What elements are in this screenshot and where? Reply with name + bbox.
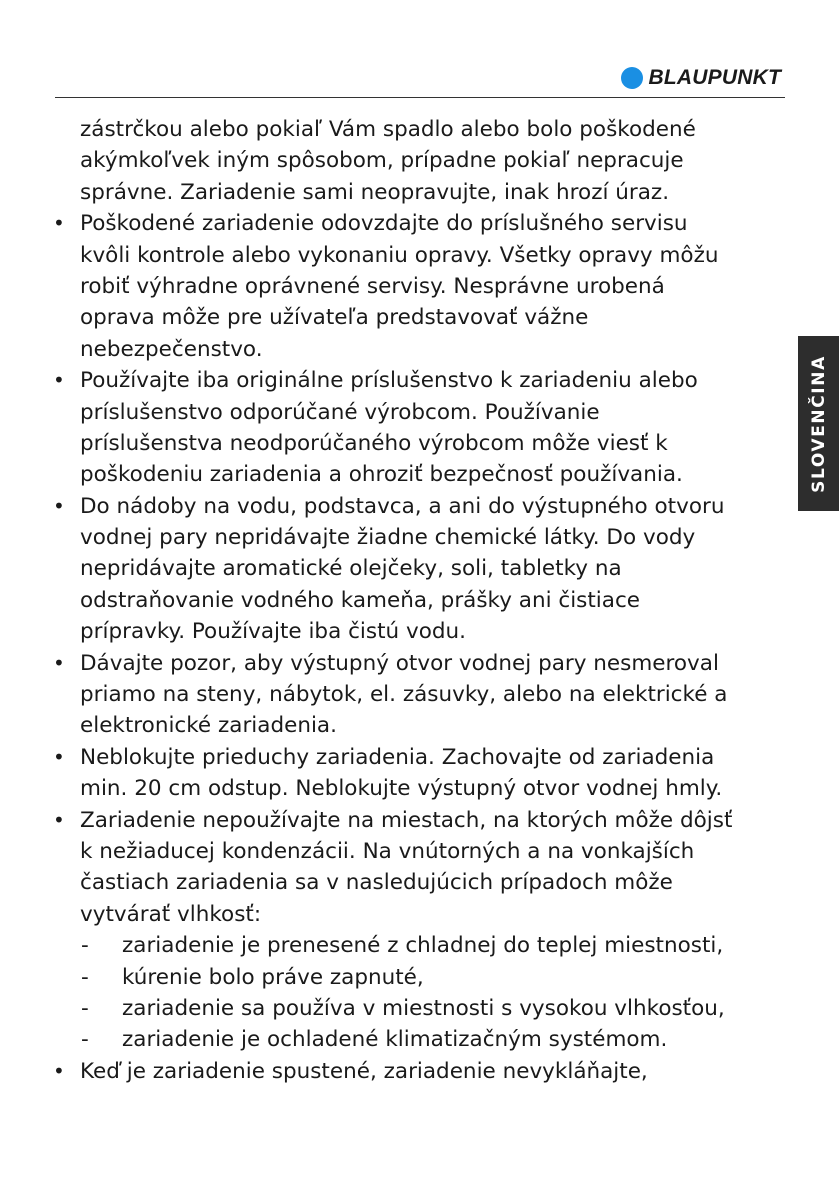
line-text: kvôli kontrole alebo vykonaniu opravy. Všetky opravy môžu	[80, 242, 719, 268]
text-line	[50, 679, 790, 710]
text-line	[50, 585, 790, 616]
line-text: Dávajte pozor, aby výstupný otvor vodnej pary nesmeroval	[80, 650, 719, 676]
sub-item-line	[50, 1024, 790, 1055]
line-text: Neblokujte prieduchy zariadenia. Zachovajte od zariadenia	[80, 744, 715, 770]
line-text: príslušenstva neodporúčaného výrobcom môže viesť k	[80, 430, 668, 456]
language-tab-label: SLOVENČINA	[808, 354, 829, 493]
bullet-marker: •	[53, 211, 65, 236]
bullet-marker: •	[53, 744, 65, 769]
line-text: Poškodené zariadenie odovzdajte do príslušného servisu	[80, 211, 688, 237]
text-line	[50, 397, 790, 428]
text-line	[50, 177, 790, 208]
text-line	[50, 114, 790, 145]
bullet-marker: •	[53, 368, 65, 393]
bullet-item-line	[50, 742, 790, 773]
text-line	[50, 334, 790, 365]
line-text: zástrčkou alebo pokiaľ Vám spadlo alebo bolo poškodené	[80, 117, 696, 142]
text-line	[50, 302, 790, 333]
bullet-item-line	[50, 1056, 790, 1087]
text-line	[50, 710, 790, 741]
text-line	[50, 145, 790, 176]
line-text: oprava môže pre užívateľa predstavovať vážne	[80, 305, 589, 331]
text-line	[50, 240, 790, 271]
bullet-marker: •	[53, 650, 65, 675]
brand-logo	[621, 66, 781, 90]
text-line	[50, 522, 790, 553]
text-line	[50, 899, 790, 930]
line-text: Do nádoby na vodu, podstavca, a ani do výstupného otvoru	[80, 493, 725, 519]
line-text: akýmkoľvek iným spôsobom, prípadne pokiaľ nepracuje	[80, 148, 684, 174]
dash-marker: -	[81, 995, 89, 1021]
line-text: správne. Zariadenie sami neopravujte, inak hrozí úraz.	[80, 179, 670, 205]
line-text: Zariadenie nepoužívajte na miestach, na ktorých môže dôjsť	[80, 807, 733, 833]
bullet-item-line	[50, 365, 790, 396]
line-text: priamo na steny, nábytok, el. zásuvky, alebo na elektrické a	[80, 682, 728, 708]
line-text: elektronické zariadenia.	[80, 713, 337, 739]
bullet-item-line	[50, 805, 790, 836]
line-text: vytvárať vlhkosť:	[80, 901, 262, 927]
bullet-item-line	[50, 491, 790, 522]
line-text: príslušenstvo odporúčané výrobcom. Používanie	[80, 399, 600, 425]
line-text: nebezpečenstvo.	[80, 336, 263, 362]
line-text: min. 20 cm odstup. Neblokujte výstupný otvor vodnej hmly.	[80, 776, 723, 802]
language-tab	[798, 336, 839, 511]
bullet-marker: •	[53, 807, 65, 832]
dash-marker: -	[81, 933, 89, 959]
line-text: Keď je zariadenie spustené, zariadenie nevykláňajte,	[80, 1058, 648, 1084]
line-text: poškodeniu zariadenia a ohroziť bezpečnosť používania.	[80, 462, 683, 488]
line-text: robiť výhradne oprávnené servisy. Nesprávne urobená	[80, 273, 665, 299]
sub-item-line	[50, 993, 790, 1024]
line-text: Používajte iba originálne príslušenstvo k zariadeniu alebo	[80, 368, 698, 394]
text-line	[50, 271, 790, 302]
line-text: zariadenie je prenesené z chladnej do teplej miestnosti,	[122, 933, 724, 959]
text-line	[50, 836, 790, 867]
sub-item-line	[50, 930, 790, 961]
text-line	[50, 553, 790, 584]
line-text: nepridávajte aromatické olejčeky, soli, tabletky na	[80, 556, 622, 582]
line-text: odstraňovanie vodného kameňa, prášky ani čistiace	[80, 587, 641, 613]
line-text: kúrenie bolo práve zapnuté,	[122, 964, 424, 990]
header-divider	[55, 97, 785, 98]
bullet-marker: •	[53, 493, 65, 518]
brand-name: BLAUPUNKT	[648, 66, 781, 89]
line-text: častiach zariadenia sa v nasledujúcich prípadoch môže	[80, 870, 673, 896]
sub-item-line	[50, 962, 790, 993]
line-text: prípravky. Používajte iba čistú vodu.	[80, 619, 466, 645]
bullet-item-line	[50, 648, 790, 679]
dash-marker: -	[81, 1027, 89, 1053]
text-line	[50, 428, 790, 459]
line-text: vodnej pary nepridávajte žiadne chemické látky. Do vody	[80, 525, 696, 551]
text-line	[50, 616, 790, 647]
bullet-marker: •	[53, 1058, 65, 1083]
bullet-item-line	[50, 208, 790, 239]
line-text: zariadenie sa používa v miestnosti s vysokou vlhkosťou,	[122, 995, 725, 1021]
line-text: zariadenie je ochladené klimatizačným systémom.	[122, 1027, 668, 1053]
text-line	[50, 459, 790, 490]
brand-dot-icon	[621, 67, 643, 89]
dash-marker: -	[81, 964, 89, 990]
document-body	[50, 114, 790, 1087]
line-text: k nežiaducej kondenzácii. Na vnútorných a na vonkajších	[80, 838, 695, 864]
text-line	[50, 867, 790, 898]
text-line	[50, 773, 790, 804]
